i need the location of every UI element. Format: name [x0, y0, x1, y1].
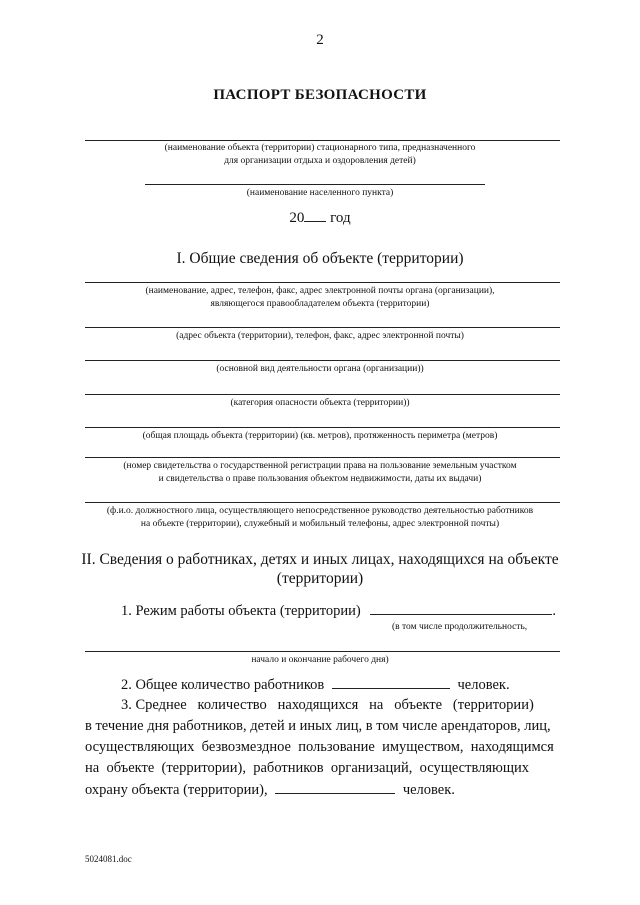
footer-file-name: 5024081.doc [85, 854, 132, 864]
item-3-line-4: на объекте (территории), работников организаций, осуществляющих [85, 760, 530, 776]
category-caption: (категория опасности объекта (территории)) [230, 398, 410, 408]
section-2-heading-line-2: (территории) [276, 570, 364, 587]
duration-caption-2: начало и окончание рабочего дня) [251, 655, 389, 665]
settlement-line [145, 184, 485, 185]
address-caption: (адрес объекта (территории), телефон, факс, адрес электронной почты) [176, 331, 464, 341]
duration-line [85, 651, 560, 652]
item-3-line-5 [85, 779, 572, 801]
certificate-caption-2: и свидетельства о праве пользования объектом недвижимости, даты их выдачи) [158, 474, 482, 484]
area-caption: (общая площадь объекта (территории) (кв. метров), протяженность периметра (метров) [142, 431, 498, 441]
document-title: ПАСПОРТ БЕЗОПАСНОСТИ [213, 87, 427, 103]
category-line [85, 394, 560, 395]
item-3-unit: человек. [402, 782, 455, 798]
item-3-line-2: в течение дня работников, детей и иных лиц, в том числе арендаторов, лиц, [85, 718, 551, 734]
item-3-line-1: 3. Среднее количество находящихся на объекте (территории) [121, 697, 534, 713]
item-3-paragraph [85, 695, 572, 801]
year-blank [304, 208, 326, 222]
item-1-fill [370, 600, 552, 615]
certificate-line [85, 457, 560, 458]
certificate-caption-1: (номер свидетельства о государственной регистрации права на пользование земельным участком [123, 461, 517, 471]
item-2-unit: человек. [457, 677, 510, 693]
year-suffix: год [330, 210, 351, 226]
year-prefix: 20 [289, 210, 305, 226]
official-caption-1: (ф.и.о. должностного лица, осуществляющего непосредственное руководство деятельностью работников [106, 506, 534, 516]
item-1-label: 1. Режим работы объекта (территории) [121, 603, 361, 619]
year-line [0, 208, 640, 227]
settlement-caption: (наименование населенного пункта) [246, 188, 394, 198]
address-line [85, 327, 560, 328]
object-name-line [85, 140, 560, 141]
object-name-caption-2: для организации отдыха и оздоровления детей) [224, 156, 416, 166]
area-line [85, 427, 560, 428]
item-3-line-3: осуществляющих безвозмездное пользование имуществом, находящимся [85, 739, 554, 755]
object-name-caption-1: (наименование объекта (территории) стационарного типа, предназначенного [164, 143, 476, 153]
item-1-end: . [552, 603, 556, 619]
item-1-row [121, 600, 581, 622]
activity-line [85, 360, 560, 361]
owner-line [85, 282, 560, 283]
owner-caption-2: являющегося правообладателем объекта (территории) [210, 299, 430, 309]
activity-caption: (основной вид деятельности органа (организации)) [216, 364, 424, 374]
section-2-heading-line-1: II. Сведения о работниках, детях и иных лицах, находящихся на объекте [81, 551, 559, 568]
item-2-label: 2. Общее количество работников [121, 677, 325, 693]
owner-caption-1: (наименование, адрес, телефон, факс, адрес электронной почты органа (организации), [145, 286, 495, 296]
item-2-fill [332, 674, 450, 689]
official-caption-2: на объекте (территории), служебный и мобильный телефоны, адрес электронной почты) [140, 519, 500, 529]
page-number: 2 [316, 32, 324, 48]
official-line [85, 502, 560, 503]
duration-caption-1: (в том числе продолжительность, [392, 622, 528, 632]
item-2-row [121, 674, 581, 696]
item-3-fill [275, 779, 395, 794]
item-3-line-5-text: охрану объекта (территории), [85, 782, 268, 798]
section-1-heading: I. Общие сведения об объекте (территории) [176, 250, 464, 267]
